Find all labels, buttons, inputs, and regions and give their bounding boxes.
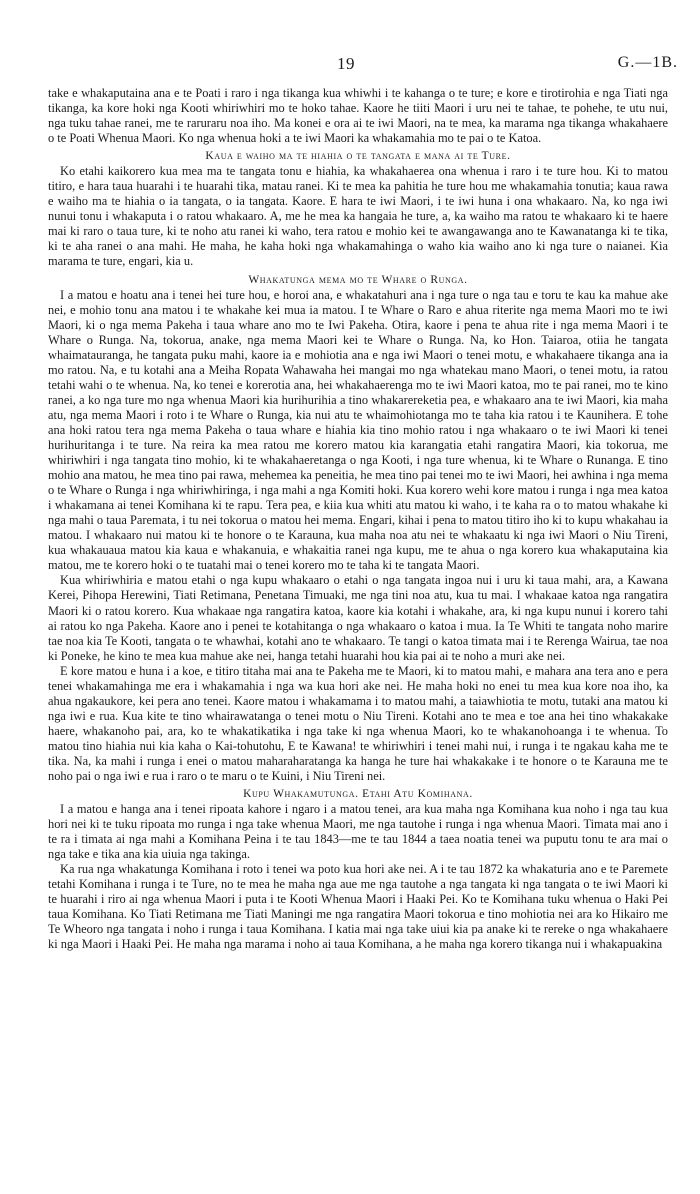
section1-paragraph: Ko etahi kaikorero kua mea ma te tangata tonu e hiahia, ka whakahaerea ona whenua i raro i te ture hou. Ki to matou titiro, e hara taua huarahi i te huarahi tika, matau ranei. Ki te mea ka pahitia he ture hou me whakamahia tonutia; kaua rawa e waiho ma te hiahia o ia tangata, o ia tangata. Kaore. E hara te iwi Maori, i te iwi huna i ona whakaaro. Na, ko nga iwi nunui tonu i whakaputa i o ratou whakaaro. A, me he mea ka hangaia he ture, a, ka waiho ma ratou te whakaaro ki te haere mai ki raro o taua ture, ki te noho atu ranei ki waho, tera ratou e mohio kei te awangawanga ano te Kawanatanga ki te tika, ki te aha ranei o ana mahi. He maha, he kaha hoki nga whakamahinga o waho kia waiho ano ki nga ture o naianei. Kia marama te ture, engari, kia u. [48, 164, 668, 269]
section3-paragraph: Ka rua nga whakatunga Komihana i roto i tenei wa poto kua hori ake nei. A i te tau 1872 ka whakaturia ano e te Paremete tetahi Komihana i runga i te Ture, no te mea he maha nga aue me nga tautohe a nga tangata ki nga tangata o te iwi Maori ki te huarahi i riro ai nga whenua Maori i puta i te Kooti Whenua Maori i Haaki Pei. Ko te Komihana tuku whenua o Haki Pei taua Komihana. Ko Tiati Retimana me Tiati Maningi me nga rangatira Maori tokorua e tino mohiotia nei ara ko Hikairo me Te Wheoro nga tangata i noho i runga i taua Komihana. I katia mai nga take uiui kia pa anake ki te rereke o nga whakahaere ki nga Maori i Haaki Pei. He maha nga marama i noho ai taua Komihana, a he maha nga korero tikanga nui i whakapuakina [48, 862, 668, 952]
document-reference: G.—1B. [617, 54, 678, 71]
section-heading-1: Kaua e waiho ma te hiahia o te tangata e mana ai te Ture. [205, 150, 511, 163]
section2-paragraph: Kua whiriwhiria e matou etahi o nga kupu whakaaro o etahi o nga tangata ingoa nui i uru ki taua mahi, ara, a Kawana Kerei, Pihopa Herewini, Tiati Retimana, Penetana Timuaki, me nga tini noa atu, kua tu mai. I whakaae katoa nga rangatira Maori ki o ratou korero. Kua whakaae nga rangatira katoa, kaore kia kotahi i whakahe, ara, ki nga kupu nunui i korero tahi ai ratou ko nga Pakeha. Kaore ano i penei te kotahitanga o nga whakaaro o katoa i mua. Ia Te Whiti te tangata noho marire tae noa kia Te Kooti, tangata o te whawhai, kotahi ano te whakaaro. Te tangi o katoa timata mai i te Rerenga Wairua, tae noa ki Poneke, he kino te mea kua mahue ake nei, hanga tetahi huarahi hou kia pai ai te noho a muri ake nei. [48, 573, 668, 663]
intro-paragraph: take e whakaputaina ana e te Poati i raro i nga tikanga kua whiwhi i te kahanga o te ture; e kore e tirotirohia e nga Tiati nga tikanga, ka kore hoki nga Kooti whiriwhiri mo te hoko tahae. Kaore he tiiti Maori i uru nei te tahae, te pohehe, te utu nui, nga tuku tahae ranei, me te raruraru noa iho. Ma konei e ora ai te iwi Maori, na te mea, ka marama nga tikanga whakahaere o te Poati Whenua Maori. Ko nga whenua hoki a te iwi Maori ka whakamahia mo te pai o te Katoa. [48, 86, 668, 146]
section-heading-3: Kupu Whakamutunga. Etahi Atu Komihana. [243, 788, 473, 801]
section2-paragraph: E kore matou e huna i a koe, e titiro titaha mai ana te Pakeha me te Maori, ki to matou mahi, e mahara ana tera ano e pera tenei whakamahinga me era i whakamahia i nga wa kua hori ake nei. He maha hoki no enei tu mea kua kore noa iho, ka ahua ngakaukore, kei pera ano tenei. Kaore matou i whakamama i to matou mahi, a taiawhiotia te motu, tutaki ana matou ki nga iwi e rua. Kua kite te tino whairawatanga o tenei motu o Niu Tireni. Kotahi ano te mea e toe ana hei tino whakakake haere, whakanoho pai, ara, ko te whakatikatika i nga take ki nga whenua Maori, ko te whakanohoanga i te whenua. To matou tino hiahia nui kia kaha o Kai-tohutohu, E te Kawana! te whiriwhiri i tenei mahi nui, i runga i te ngakau kaha me te tika. Na, ka mahi i runga i enei o matou maharaharatanga ka hanga he ture hai whakakake i te honore o te Karauna me te noho pai o nga iwi e rua i raro o te maru o te Kuini, i Niu Tireni nei. [48, 663, 668, 784]
page-header [0, 54, 700, 78]
section2-paragraph: I a matou e hoatu ana i tenei hei ture hou, e horoi ana, e whakatahuri ana i nga ture o nga tau e toru te kau ka mahue ake nei, e mohio tonu ana matou i te whakahe kei mua ia matou. I te Whare o Raro e ahua riterite nga mema Maori mo te iwi Maori, ki o nga mema Pakeha i taua whare ano mo te Iwi Pakeha. Otira, kaore i pena te ahua rite i nga mema Maori i te Whare o Runga. Na, tokorua, anake, nga mema Maori kei te Whare o Runga. Na, ko Hon. Taiaroa, otiia he tangata whaimatauranga, he tangata puku mahi, kaore ia e mohiotia ana e nga iwi Maori o tenei motu, e whakahaere tikanga ana ia mo ratou. Na, e tu kotahi ana a Meiha Ropata Wahawaha hei mangai mo nga whatekau mano Maori, o tenei motu, ia ratou tetahi wahi o te whenua. Na, ko tenei e korerotia ana, hei whakahaerenga mo te iwi Maori katoa, mo te pai ranei, mo te kino ranei, a ko nga ture mo nga whenua Maori kia hurihurihia a tino whakarereketia pea, e whakaaro ana te iwi Maori, kia maha atu, nga mema Maori i roto i te Whare o Runga, kia nui atu te whaimohiotanga mo te taha kia ratou i te Kaunihera. E tohe ana hoki ratou tera nga mema Pakeha o taua whare e hiahia kia tino mohio ratou i nga whakaaro o te iwi Maori ki tenei hurihuritanga i te ture. Na reira ka mea ratou me korero matou kia karangatia etahi rangatira Maori, kia tokorua, me whiriwhiri i nga tangata tino mohio, ki te whakahaeretanga o nga Kooti, i nga ture whenua, ki te Whare o Runanga. E tino mohio ana matou, he mea tino pai rawa, mehemea ka peneitia, he mea tino pai tenei mo te iwi Maori, hei awhina i nga mema o te Whare o Runga i nga whiriwhiringa, i nga mahi a nga Komiti hoki. Kua korero wehi kore matou i runga i nga mea katoa i whakamana ai tenei Komihana ki te rapu. Tera pea, e kiia kua whiti atu matou ki waho, i te kaha ra o to matou whakahe ki nga mahi o taua Paremata, i tu nei tokorua o matou hei mema. Engari, kihai i pena to matou titiro iho ki to kupu whakahau ia matou. I whakaaro nui matou ki te honore o te Karauna, kua maha noa atu nei te whakaatu ki nga iwi Maori o Niu Tireni, kua whakauaua matou kia kaua e whakanuia, e whakaitia ranei nga kupu, me te ahua o nga korero kua whakaputaina kia matou, me te korero hoki o te tuatahi mai o tenei korero mo te taha ki te tangata Maori. [48, 287, 669, 573]
document-body [48, 86, 668, 953]
page-number: 19 [337, 54, 355, 73]
section-heading-2: Whakatunga mema mo te Whare o Runga. [248, 273, 468, 286]
section3-paragraph: I a matou e hanga ana i tenei ripoata kahore i ngaro i a matou tenei, ara kua maha nga Komihana kua noho i nga tau kua hori nei ki te tuku ripoata mo runga i nga take whenua Maori, me nga tautohe i runga i nga whenua Maori. Timata mai ano i te ra i timata ai nga mahi a Komihana Peina i te tau 1843—me te tau 1844 a taea noatia tenei wa puputu tonu te ara mai o nga take e tika ana kia uiuia nga takinga. [48, 802, 668, 862]
